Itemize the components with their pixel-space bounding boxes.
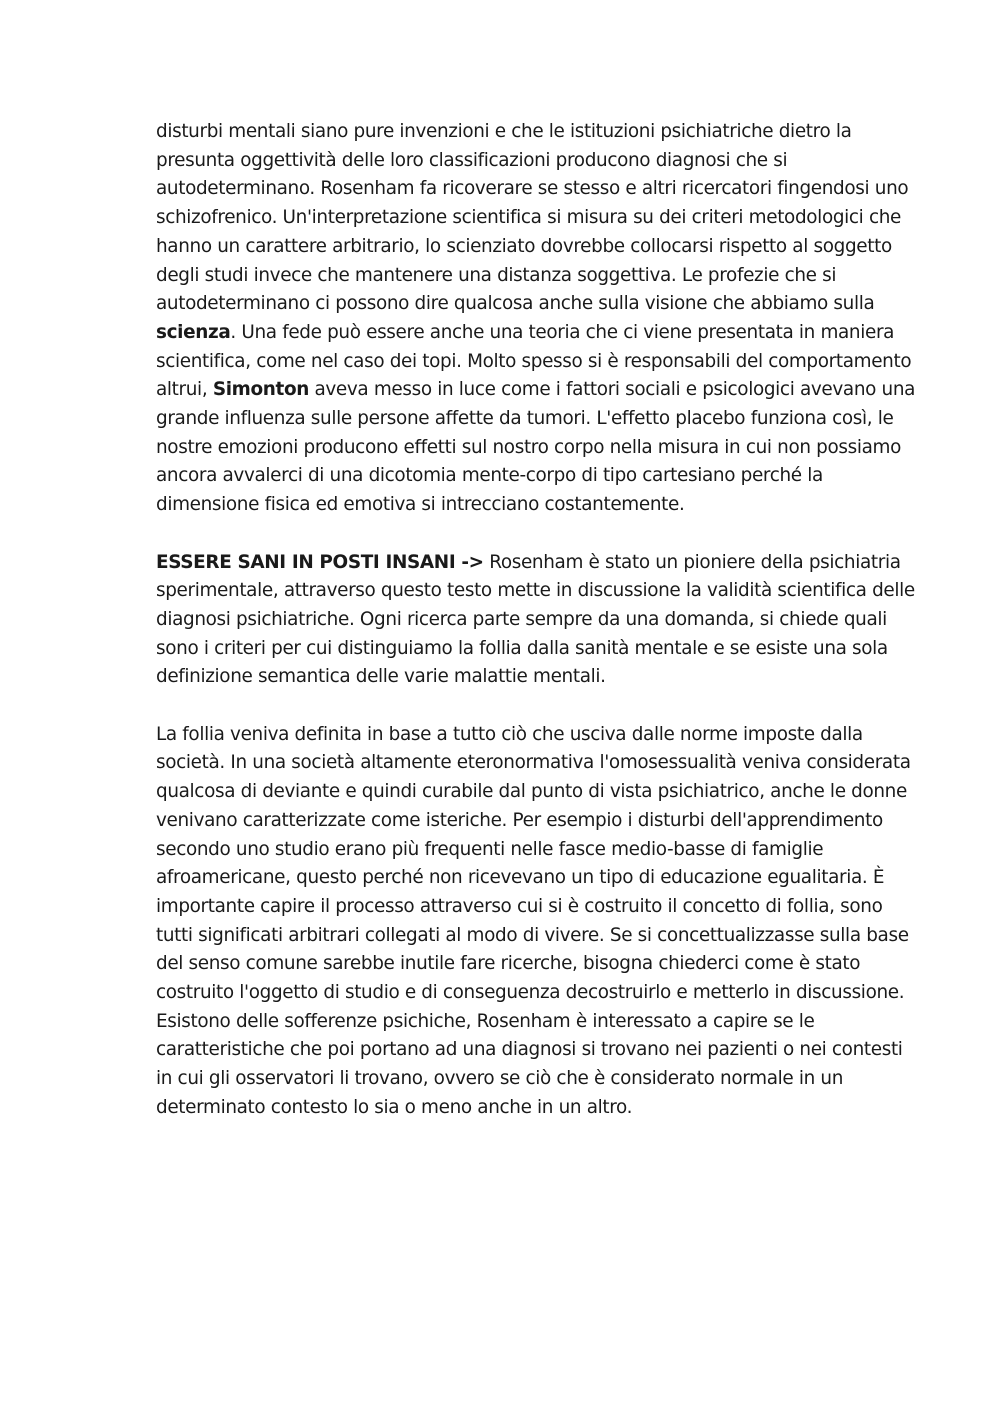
paragraph-text: Rosenham è stato un pioniere della psichiatria sperimentale, attraverso questo testo mette in discussione la validità scientifica delle diagnosi psichiatriche. Ogni ricerca parte sempre da una domanda, si chiede quali sono i criteri per cui distinguiamo la follia dalla sanità mentale e se esiste una sola definizione semantica delle varie malattie mentali. xyxy=(156,551,915,688)
paragraph-text: La follia veniva definita in base a tutto ciò che usciva dalle norme imposte dalla società. In una società altamente eteronormativa l'omosessualità veniva considerata qualcosa di deviante e quindi curabile dal punto di vista psichiatrico, anche le donne venivano caratterizzate come isteriche. Per esempio i disturbi dell'apprendimento secondo uno studio erano più frequenti nelle fasce medio-basse di famiglie afroamericane, questo perché non ricevevano un tipo di educazione egualitaria. È importante capire il processo attraverso cui si è costruito il concetto di follia, sono tutti significati arbitrari collegati al modo di vivere. Se si concettualizzasse sulla base del senso comune sarebbe inutile fare ricerche, bisogna chiederci come è stato costruito l'oggetto di studio e di conseguenza decostruirlo e metterlo in discussione. Esistono delle sofferenze psichiche, Rosenham è interessato a capire se le caratteristiche che poi portano ad una diagnosi si trovano nei pazienti o nei contesti in cui gli osservatori li trovano, ovvero se ciò che è considerato normale in un determinato contesto lo sia o meno anche in un altro. xyxy=(156,723,911,1118)
paragraph-continuation xyxy=(156,118,916,520)
paragraph-follia xyxy=(156,721,916,1123)
section-heading: ESSERE SANI IN POSTI INSANI -> xyxy=(156,551,484,573)
paragraph-essere-sani xyxy=(156,549,916,693)
paragraph-text: disturbi mentali siano pure invenzioni e che le istituzioni psichiatriche dietro la presunta oggettività delle loro classificazioni producono diagnosi che si autodeterminano. Rosenham fa ricoverare se stesso e altri ricercatori fingendosi uno schizofrenico. Un'interpretazione scientifica si misura su dei criteri metodologici che hanno un carattere arbitrario, lo scienziato dovrebbe collocarsi rispetto al soggetto degli studi invece che mantenere una distanza soggettiva. Le profezie che si autodeterminano ci possono dire qualcosa anche sulla visione che abbiamo sulla xyxy=(156,121,909,315)
paragraph-text: aveva messo in luce come i fattori sociali e psicologici avevano una grande influenza sulle persone affette da tumori. L'effetto placebo funziona così, le nostre emozioni producono effetti sul nostro corpo nella misura in cui non possiamo ancora avvalerci di una dicotomia mente-corpo di tipo cartesiano perché la dimensione fisica ed emotiva si intrecciano costantemente. xyxy=(156,379,916,516)
document-body xyxy=(156,118,916,1123)
bold-term-simonton: Simonton xyxy=(212,379,309,401)
bold-term-scienza: scienza xyxy=(156,321,231,343)
paragraph-text: . Una fede può essere anche una teoria che ci viene presentata in maniera scientifica, come nel caso dei topi. Molto spesso si è responsabili del comportamento altrui, xyxy=(156,321,912,401)
